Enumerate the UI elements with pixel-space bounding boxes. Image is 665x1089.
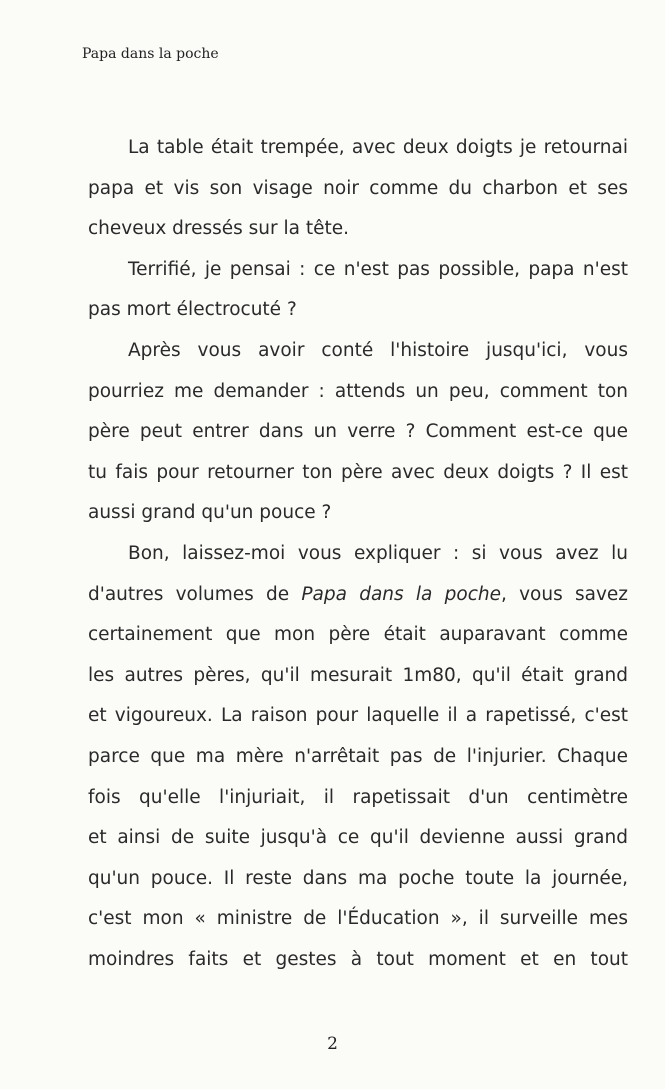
paragraph — [88, 128, 628, 250]
text-line: et vigoureux. La raison pour laquelle il a rapetissé, c'est — [88, 705, 628, 727]
book-title: Papa dans la poche — [301, 583, 501, 605]
text-run: , vous savez — [500, 583, 628, 605]
text-line: père peut entrer dans un verre ? Comment est-ce que — [88, 421, 628, 443]
text-line: cheveux dressés sur la tête. — [88, 218, 350, 240]
paragraph — [88, 250, 628, 331]
text-line: Après vous avoir conté l'histoire jusqu'ici, vous — [128, 339, 628, 361]
text-line: certainement que mon père était auparavant comme — [88, 624, 628, 646]
running-header: Papa dans la poche — [82, 46, 219, 62]
text-line: aussi grand qu'un pouce ? — [88, 502, 332, 524]
text-line: parce que ma mère n'arrêtait pas de l'injurier. Chaque — [88, 745, 628, 767]
page-number: 2 — [327, 1034, 338, 1054]
text-line: papa et vis son visage noir comme du charbon et ses — [88, 177, 628, 199]
text-line: pourriez me demander : attends un peu, comment ton — [88, 380, 628, 402]
text-line: c'est mon « ministre de l'Éducation », il surveille mes — [88, 908, 628, 930]
text-line: pas mort électrocuté ? — [88, 299, 297, 321]
text-line: Bon, laissez-moi vous expliquer : si vous avez lu — [128, 542, 628, 564]
text-line: qu'un pouce. Il reste dans ma poche toute la journée, — [88, 867, 628, 889]
text-line: tu fais pour retourner ton père avec deux doigts ? Il est — [88, 461, 628, 483]
body-text — [88, 128, 628, 980]
text-line: fois qu'elle l'injuriait, il rapetissait d'un centimètre — [88, 786, 628, 808]
text-line-with-title — [88, 575, 628, 616]
text-line: et ainsi de suite jusqu'à ce qu'il devienne aussi grand — [88, 827, 628, 849]
text-run: d'autres volumes de — [88, 583, 302, 605]
text-line: Terrifié, je pensai : ce n'est pas possible, papa n'est — [128, 258, 628, 280]
text-line: La table était trempée, avec deux doigts je retournai — [128, 137, 628, 158]
text-line: les autres pères, qu'il mesurait 1m80, qu'il était grand — [88, 664, 628, 686]
text-line: moindres faits et gestes à tout moment et en tout — [88, 948, 628, 970]
paragraph — [88, 331, 628, 534]
paragraph — [88, 534, 628, 981]
